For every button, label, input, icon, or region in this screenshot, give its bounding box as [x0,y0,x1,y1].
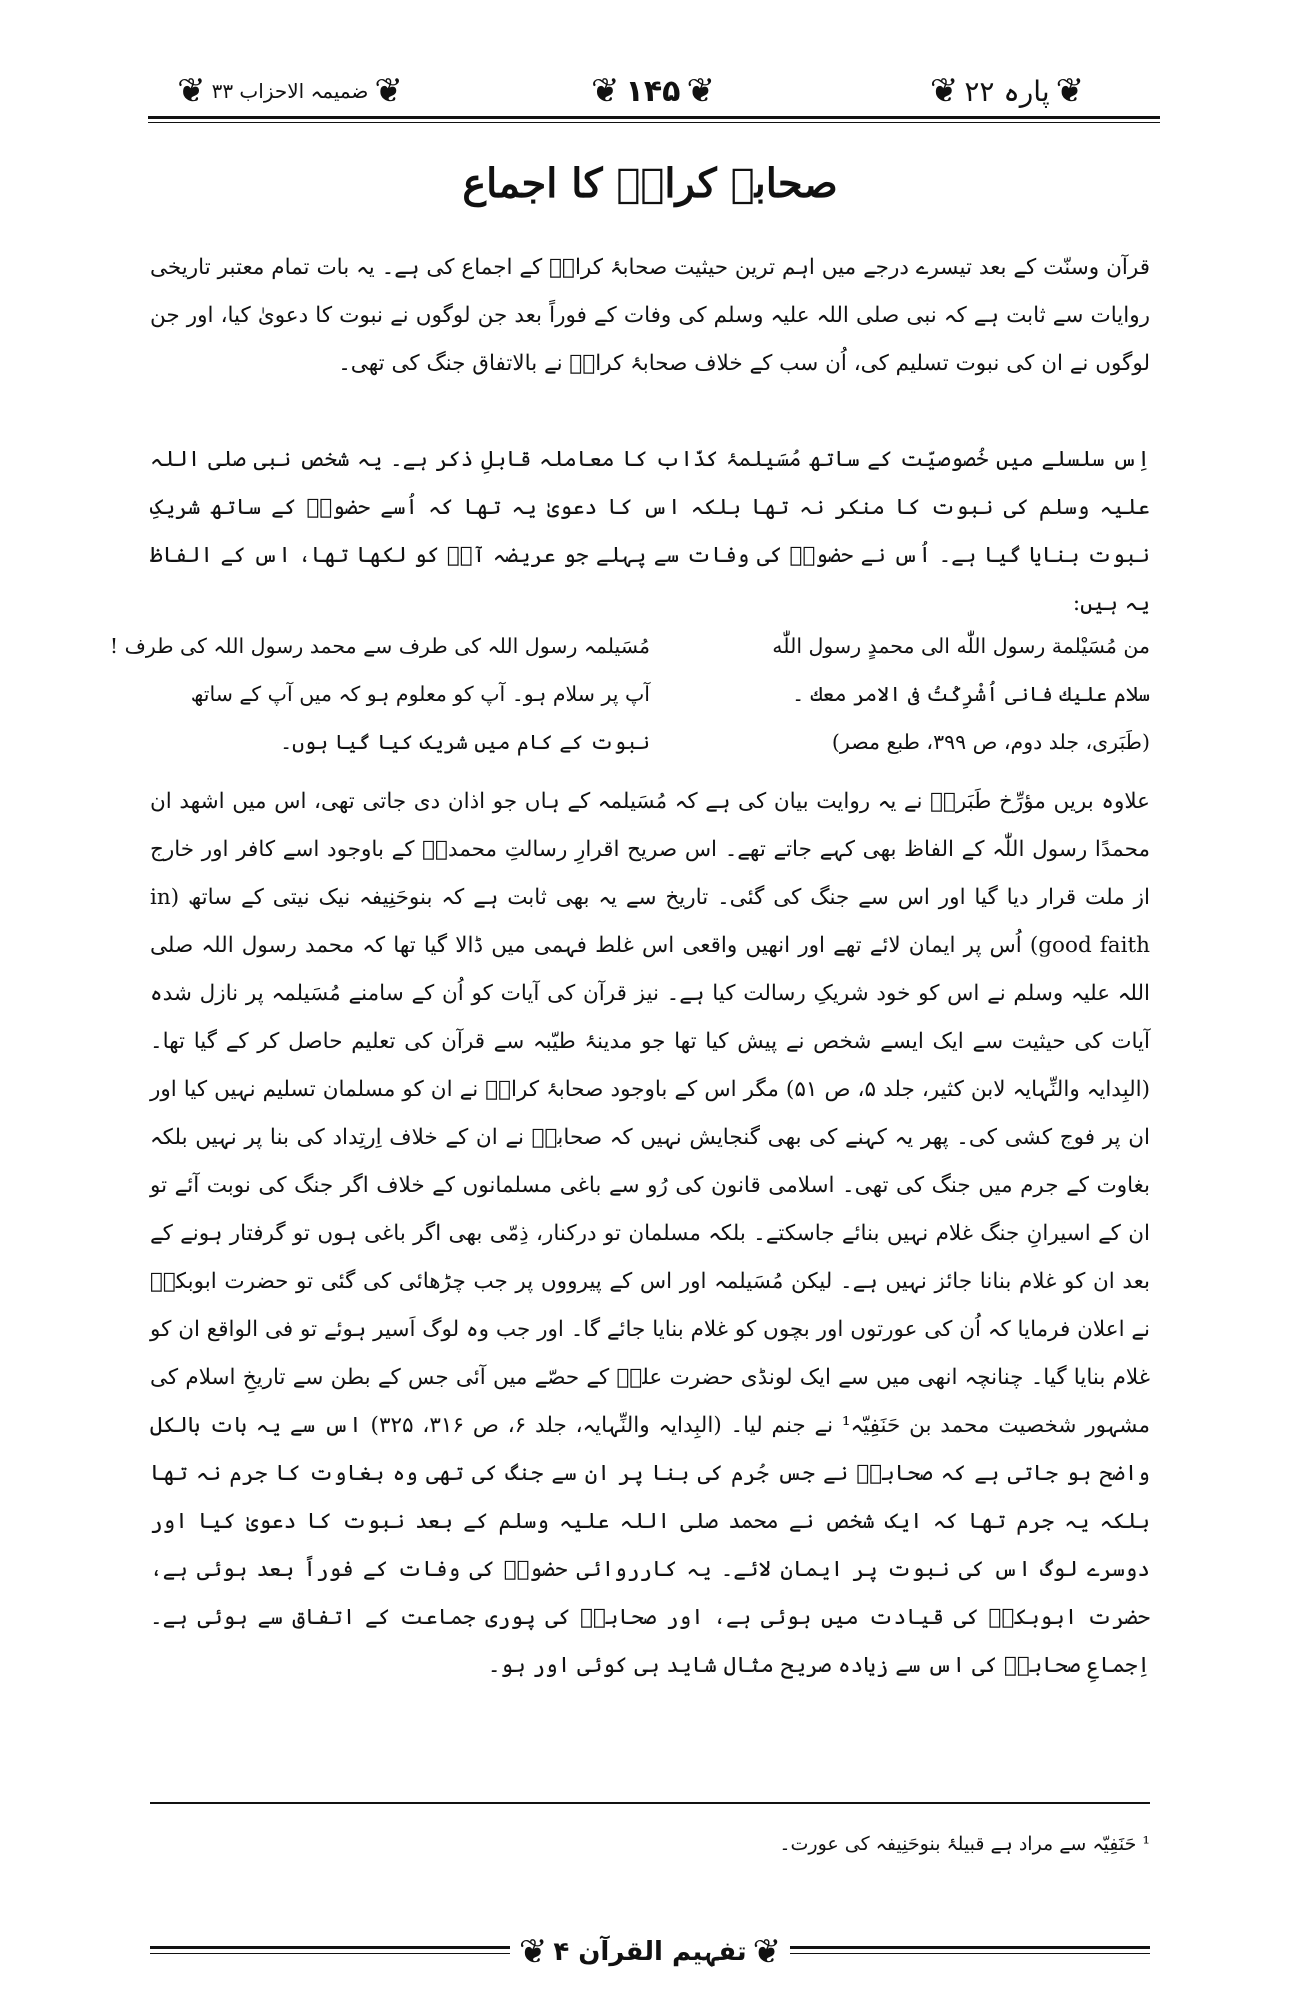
section-title: صحابۂ کرامؓ کا اجماع [462,160,838,207]
ornament-icon: ❦ [518,1932,548,1972]
header-para-label: پارہ ۲۲ [964,74,1050,108]
ornament-icon: ❦ [752,1932,782,1972]
quote-urdu-line: نبوت کے کام میں شریک کیا گیا ہوں۔ [280,730,650,754]
quote-urdu-line: آپ پر سلام ہو۔ آپ کو معلوم ہو کہ میں آپ کے ساتھ [190,682,650,706]
ornament-icon: ❦ [1055,71,1085,111]
page-number: ۱۴۵ [625,73,681,109]
ornament-icon: ❦ [591,71,620,111]
ornament-icon: ❦ [686,71,715,111]
quoted-letter [109,622,1150,772]
footer-book-title-box [510,1922,790,1982]
ornament-icon: ❦ [374,71,403,111]
quote-urdu-line: مُسَیلمہ رسول اللہ کی طرف سے محمد رسول اللہ کی طرف ! [109,634,650,658]
paragraph-3: علاوہ بریں مؤرِّخ طَبَریؒ نے یہ روایت بیان کی ہے کہ مُسَیلمہ کے ہاں جو اذان دی جاتی تھی، اس میں اشھد ان محمدًا رسول اللّٰہ کے الفاظ بھی کہے جاتے تھے۔ اس صریح اقرارِ رسالتِ محمدیؐ کے باوجود اسے کافر اور خارج از ملت قرار دیا گیا اور اس سے جنگ کی گئی۔ تاریخ سے یہ بھی ثابت ہے کہ بنوحَنِیفہ نیک نیتی کے ساتھ (in good faith) اُس پر ایمان لائے تھے اور انھیں واقعی اس غلط فہمی میں ڈالا گیا تھا کہ محمد رسول اللہ صلی اللہ علیہ وسلم نے اس کو خود شریکِ رسالت کیا ہے۔ نیز قرآن کی آیات کو اُن کے سامنے مُسَیلمہ پر نازل شدہ آیات کی حیثیت سے ایک ایسے شخص نے پیش کیا تھا جو مدینۂ طیّبہ سے قرآن کی تعلیم حاصل کر کے گیا تھا۔ (البِدایہ والنِّہایہ لابن کثیر، جلد ۵، ص ۵۱) مگر اس کے باوجود صحابۂ کرامؓ نے ان کو مسلمان تسلیم نہیں کیا اور ان پر فوج کشی کی۔ پھر یہ کہنے کی بھی گنجایش نہیں کہ صحابہؓ نے ان کے خلاف اِرتِداد کی بنا پر نہیں بلکہ بغاوت کے جرم میں جنگ کی تھی۔ اسلامی قانون کی رُو سے باغی مسلمانوں کے خلاف اگر جنگ کی نوبت آئے تو ان کے اسیرانِ جنگ غلام نہیں بنائے جاسکتے۔ بلکہ مسلمان تو درکنار، ذِمّی بھی اگر باغی ہوں تو گرفتار ہونے کے بعد ان کو غلام بنانا جائز نہیں ہے۔ لیکن مُسَیلمہ اور اس کے پیرووں پر جب چڑھائی کی گئی تو حضرت ابوبکرؓ نے اعلان فرمایا کہ اُن کی عورتوں اور بچوں کو غلام بنایا جائے گا۔ اور جب وہ لوگ اَسیر ہوئے تو فی الواقع ان کو غلام بنایا گیا۔ چنانچہ انھی میں سے ایک لونڈی حضرت علیؓ کے حصّے میں آئی جس کے بطن سے تاریخِ اسلام کی مشہور شخصیت محمد بن حَنَفِیّہ¹ نے جنم لیا۔ (البِدایہ والنِّہایہ، جلد ۶، ص ۳۱۶، ۳۲۵) اس سے یہ بات بالکل واضح ہو جاتی ہے کہ صحابہؓ نے جس جُرم کی بنا پر ان سے جنگ کی تھی وہ بغاوت کا جرم نہ تھا بلکہ یہ جرم تھا کہ ایک شخص نے محمد صلی اللہ علیہ وسلم کے بعد نبوت کا دعویٰ کیا اور دوسرے لوگ اس کی نبوت پر ایمان لائے۔ یہ کارروائی حضورؐ کی وفات کے فوراً بعد ہوئی ہے، حضرت ابوبکرؓ کی قیادت میں ہوئی ہے، اور صحابہؓ کی پوری جماعت کے اتفاق سے ہوئی ہے۔ اِجماعِ صحابہؓ کی اس سے زیادہ صریح مثال شاید ہی کوئی اور ہو۔ [150,789,1150,1678]
quote-arabic-line: من مُسَیْلمة رسول اللّٰه الی محمدٍ رسول اللّٰه [772,634,1150,658]
header-surah-box [150,66,430,116]
header-rule [148,116,1160,119]
header-surah-label: ضمیمہ الاحزاب ۳۳ [211,79,369,103]
paragraph-2: اِس سلسلے میں خُصوصیّت کے ساتھ مُسَیلمۂ کذّاب کا معاملہ قابلِ ذکر ہے۔ یہ شخص نبی صلی اللہ علیہ وسلم کی نبوت کا منکر نہ تھا بلکہ اس کا دعویٰ یہ تھا کہ اُسے حضورؐ کے ساتھ شریکِ نبوت بنایا گیا ہے۔ اُس نے حضورؐ کی وفات سے پہلے جو عریضہ آپؐ کو لکھا تھا، اس کے الفاظ یہ ہیں: [150,447,1150,616]
ornament-icon: ❦ [177,71,206,111]
quote-citation: (طَبَری، جلد دوم، ص ۳۹۹، طبع مصر) [831,730,1150,754]
footer-book-title: تفہیم القرآن ۴ [553,1937,747,1967]
header-para-box [862,66,1152,116]
quote-arabic-line: سلام علیك فانی اُشْرِکْتُ فی الامر معك ۔ [792,682,1150,706]
paragraph-1: قرآن وسنّت کے بعد تیسرے درجے میں اہم ترین حیثیت صحابۂ کرامؓ کے اجماع کی ہے۔ یہ بات تمام معتبر تاریخی روایات سے ثابت ہے کہ نبی صلی اللہ علیہ وسلم کی وفات کے فوراً بعد جن لوگوں نے نبوت کا دعویٰ کیا، اور جن لوگوں نے ان کی نبوت تسلیم کی، اُن سب کے خلاف صحابۂ کرامؓ نے بالاتفاق جنگ کی تھی۔ [150,255,1150,376]
header-rule-thin [148,122,1160,123]
header-page-number-box [548,66,758,116]
ornament-icon: ❦ [929,71,959,111]
footnote-divider [150,1802,1150,1804]
footnote: ¹ حَنَفِیّہ سے مراد ہے قبیلۂ بنوحَنِیفہ کی عورت۔ [779,1833,1150,1855]
